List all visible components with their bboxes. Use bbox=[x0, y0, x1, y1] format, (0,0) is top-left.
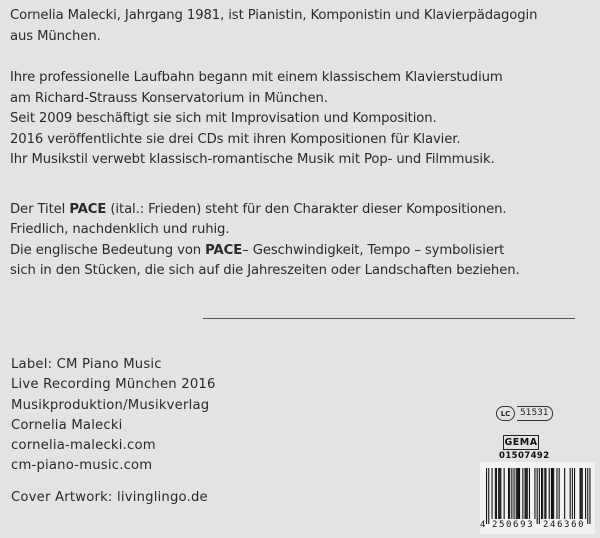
barcode-bar bbox=[509, 468, 510, 519]
barcode-bar bbox=[564, 468, 565, 519]
lc-number: 51531 bbox=[517, 406, 553, 421]
barcode-bar bbox=[551, 468, 552, 519]
barcode-bar bbox=[541, 468, 542, 519]
barcode-bar bbox=[553, 468, 554, 519]
barcode-bar bbox=[495, 468, 496, 519]
text-fragment: – Geschwindigkeit, Tempo – symbolisiert bbox=[242, 242, 505, 258]
barcode-bar bbox=[525, 468, 526, 519]
barcode-bar bbox=[542, 468, 543, 519]
barcode-bar bbox=[496, 468, 497, 519]
barcode-bar bbox=[511, 468, 512, 519]
barcode-bar bbox=[544, 468, 545, 519]
credit-website-1: cornelia-malecki.com bbox=[11, 438, 156, 454]
barcode-bar bbox=[517, 468, 518, 519]
barcode-bar bbox=[500, 468, 501, 519]
bio-line: am Richard-Strauss Konservatorium in München. bbox=[10, 90, 328, 106]
bio-line: Ihr Musikstil verwebt klassisch-romantische Musik mit Pop- und Filmmusik. bbox=[10, 152, 495, 167]
barcode-bar bbox=[545, 468, 546, 519]
gema-logo: GEMA bbox=[504, 437, 538, 448]
bio-paragraph-career bbox=[10, 68, 595, 171]
barcode-bar bbox=[582, 468, 583, 519]
barcode-bar bbox=[492, 468, 493, 519]
barcode-first-digit: 4 bbox=[480, 520, 486, 530]
label-code-badge bbox=[496, 406, 553, 421]
divider-line bbox=[203, 318, 575, 319]
bio-paragraph-title-meaning bbox=[10, 200, 595, 282]
credit-label: Label: CM Piano Music bbox=[11, 357, 162, 372]
album-title-bold: PACE bbox=[205, 242, 243, 258]
barcode-bar bbox=[498, 468, 499, 519]
barcode-bar bbox=[508, 468, 509, 519]
bio-line bbox=[10, 241, 595, 262]
barcode-bar bbox=[589, 468, 590, 524]
credit-recording: Live Recording München 2016 bbox=[11, 377, 216, 393]
barcode-right-group: 246360 bbox=[543, 520, 586, 530]
artist-biography bbox=[10, 6, 595, 303]
barcode-bar bbox=[574, 468, 575, 519]
barcode-bar bbox=[527, 468, 528, 519]
bio-paragraph-intro bbox=[10, 6, 595, 47]
barcode-bar bbox=[518, 468, 519, 519]
bio-line bbox=[10, 200, 595, 221]
barcode-bar bbox=[559, 468, 560, 519]
bio-line: Seit 2009 beschäftigt sie sich mit Improvisation und Komposition. bbox=[10, 111, 437, 126]
cover-artwork-credit: Cover Artwork: livinglingo.de bbox=[11, 490, 208, 505]
credit-website-2: cm-piano-music.com bbox=[11, 458, 153, 474]
barcode-bar bbox=[486, 468, 487, 524]
barcode-bar bbox=[580, 468, 581, 519]
album-title-bold: PACE bbox=[69, 201, 107, 217]
barcode-bar bbox=[537, 468, 538, 524]
barcode-bar bbox=[581, 468, 582, 519]
barcode-bar bbox=[556, 468, 557, 519]
barcode-bar bbox=[519, 468, 520, 519]
bio-line: sich in den Stücken, die sich auf die Jahreszeiten oder Landschaften beziehen. bbox=[10, 263, 520, 278]
barcode-bar bbox=[585, 468, 586, 519]
bio-line: Friedlich, nachdenklich und ruhig. bbox=[10, 222, 230, 237]
barcode-bar bbox=[534, 468, 535, 519]
lc-logo: LC bbox=[496, 406, 515, 421]
credits-block bbox=[11, 355, 216, 477]
text-fragment: Der Titel bbox=[10, 201, 70, 217]
barcode-bar bbox=[499, 468, 500, 519]
gema-code: 01507492 bbox=[499, 451, 550, 461]
ean-barcode bbox=[480, 462, 595, 534]
credit-production: Musikproduktion/Musikverlag bbox=[11, 397, 210, 413]
barcode-bar bbox=[488, 468, 489, 524]
barcode-bar bbox=[504, 468, 505, 519]
barcode-bar bbox=[514, 468, 515, 519]
text-fragment: (ital.: Frieden) steht für den Charakter dieser Kompositionen. bbox=[106, 201, 507, 217]
barcode-bar bbox=[539, 468, 540, 524]
bio-line: Ihre professionelle Laufbahn begann mit einem klassischem Klavierstudium bbox=[10, 70, 503, 85]
barcode-bar bbox=[549, 468, 550, 519]
text-fragment: Die englische Bedeutung von bbox=[10, 242, 206, 258]
barcode-bar bbox=[587, 468, 588, 524]
barcode-bar bbox=[572, 468, 573, 519]
barcode-bar bbox=[526, 468, 527, 519]
barcode-left-group: 250693 bbox=[492, 520, 535, 530]
credit-name: Cornelia Malecki bbox=[11, 417, 123, 433]
bio-line: aus München. bbox=[10, 28, 101, 44]
bio-line: 2016 veröffentlichte sie drei CDs mit ihren Kompositionen für Klavier. bbox=[10, 131, 461, 147]
bio-line: Cornelia Malecki, Jahrgang 1981, ist Pianistin, Komponistin und Klavierpädagogin bbox=[10, 8, 538, 23]
barcode-bar bbox=[522, 468, 523, 519]
barcode-bar bbox=[516, 468, 517, 519]
barcode-bar bbox=[570, 468, 571, 519]
barcode-bar bbox=[529, 468, 530, 519]
barcode-bar bbox=[552, 468, 553, 519]
